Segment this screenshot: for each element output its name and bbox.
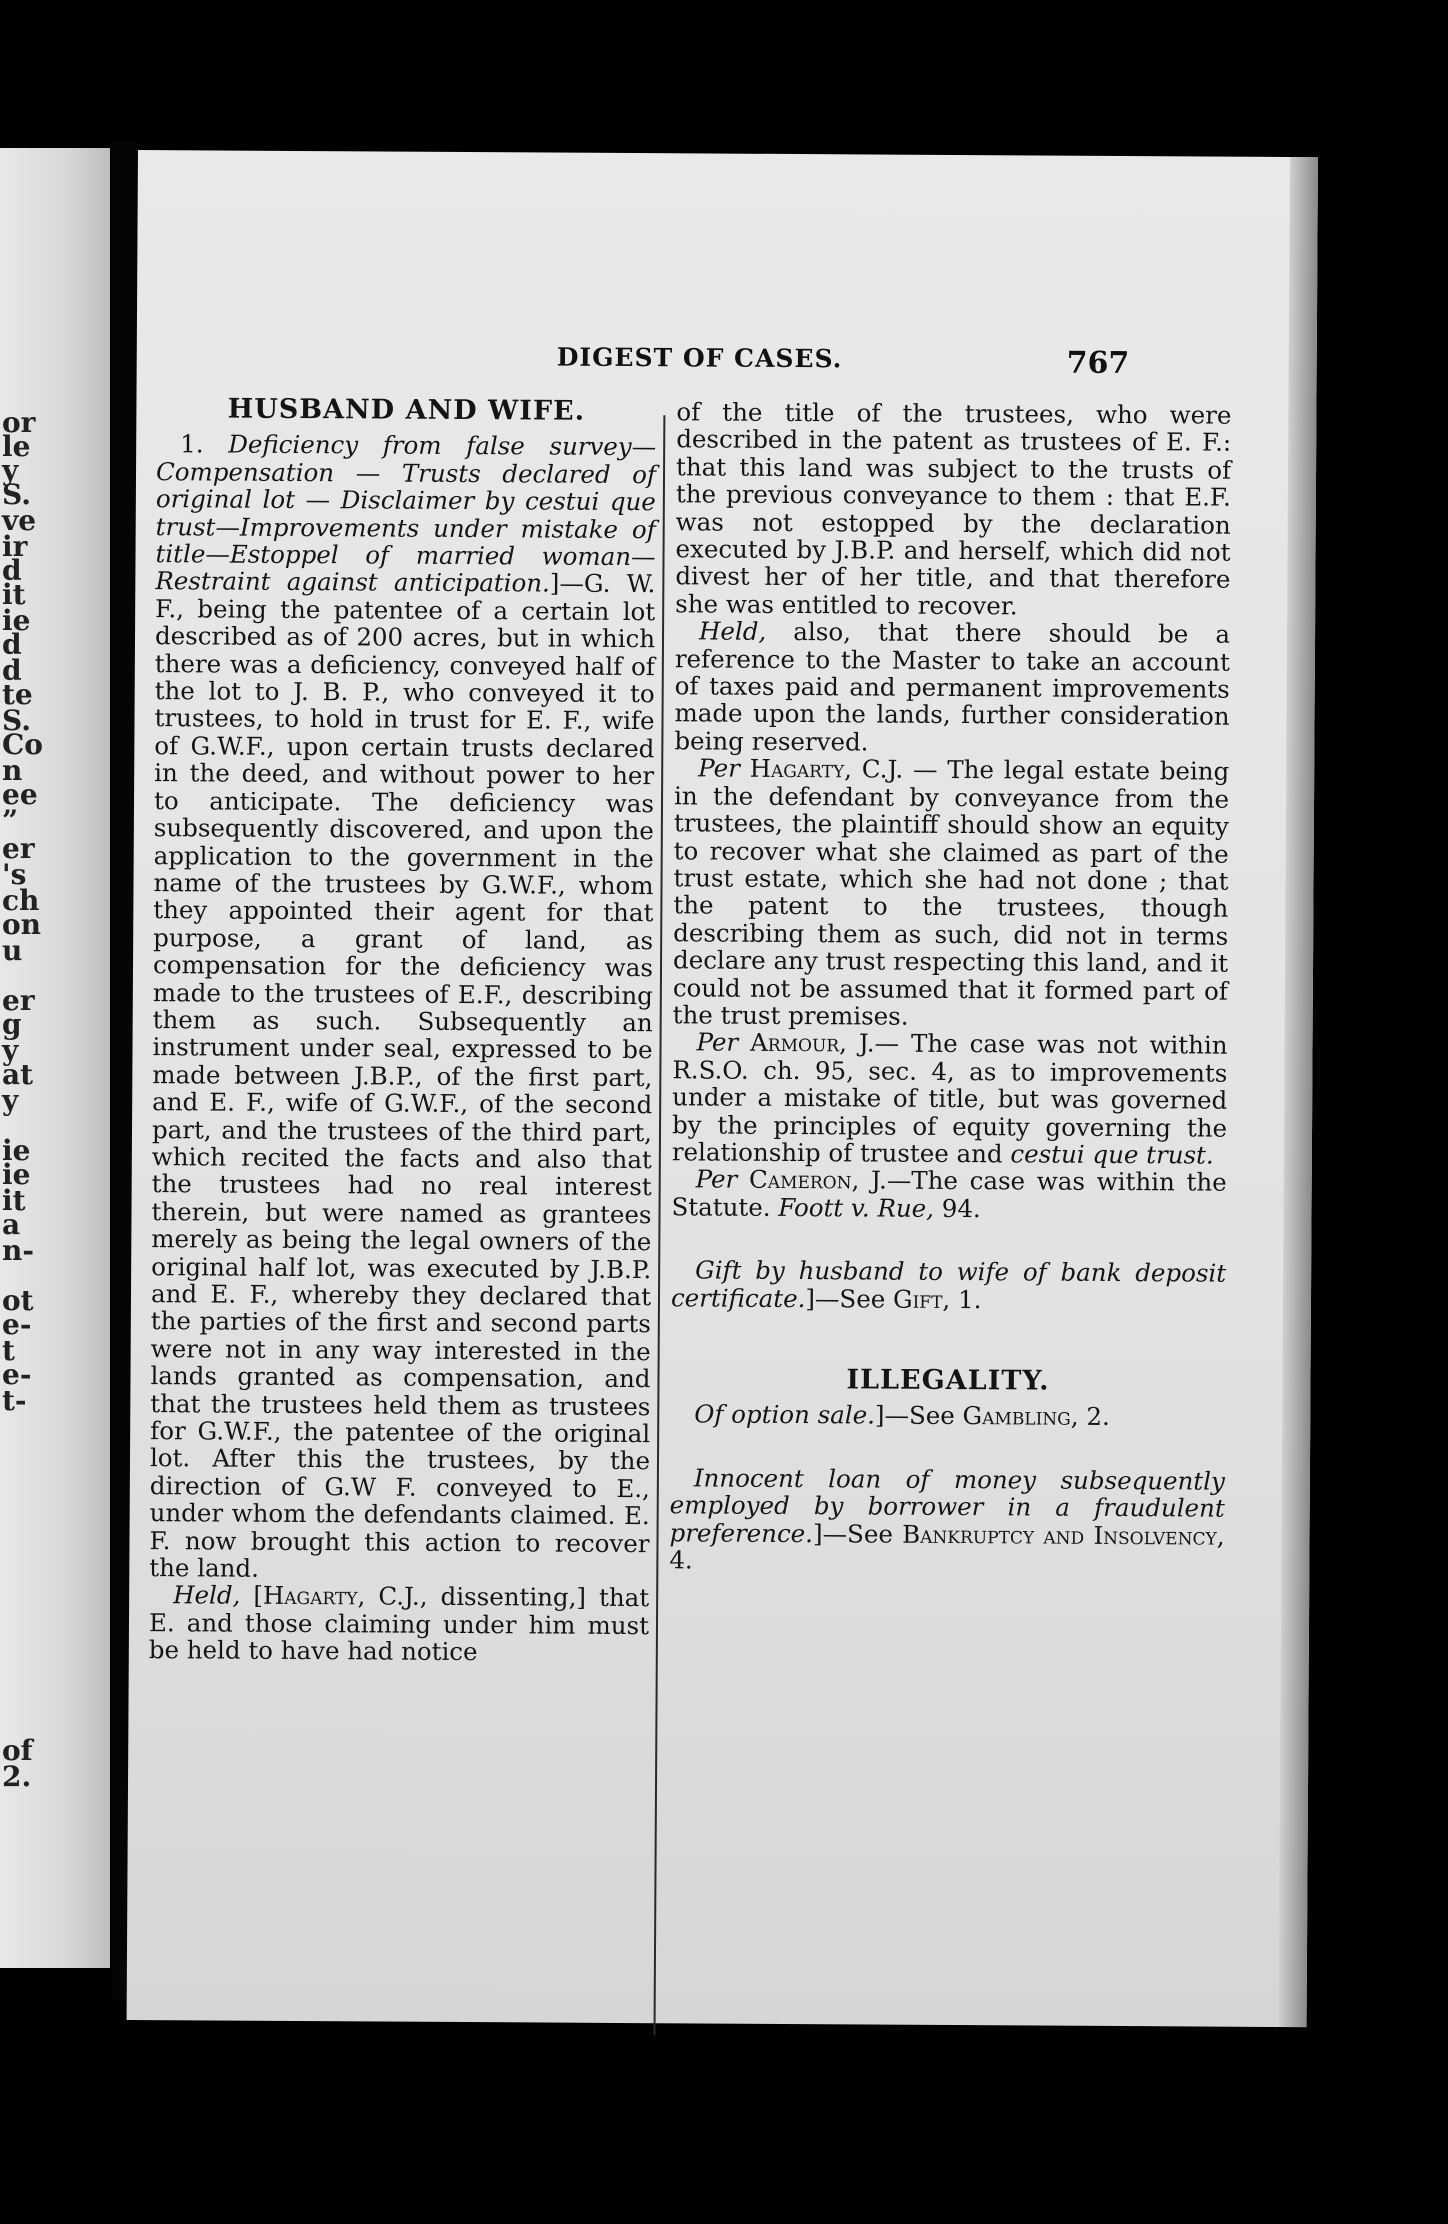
xref-catchwords: Of option sale. — [694, 1399, 876, 1430]
per-italic: cestui que trust. — [1010, 1139, 1214, 1170]
facing-page-text-fragment: at — [2, 1058, 34, 1091]
xref-target: Gambling — [962, 1401, 1071, 1432]
facing-page-text-fragment: it — [2, 1184, 26, 1217]
facing-page-text-fragment: ie — [2, 604, 31, 637]
facing-page-text-fragment: or — [2, 406, 36, 439]
facing-page-text-fragment: ie — [2, 1158, 31, 1191]
facing-page-text-fragment: ” — [2, 804, 19, 837]
held-label: Held, — [173, 1580, 241, 1611]
facing-page-text-fragment: g — [2, 1008, 22, 1041]
facing-page-text-fragment: n — [2, 754, 23, 787]
page-edge — [1279, 157, 1318, 2027]
facing-page-text-fragment: le — [2, 430, 31, 463]
xref-see: ]—See — [874, 1400, 963, 1431]
judge-name: Armour — [750, 1028, 840, 1058]
xref-number: , 4. — [669, 1521, 1225, 1575]
facing-page-text-fragment: 's — [2, 858, 27, 891]
judge-name: Cameron — [749, 1165, 852, 1195]
facing-page-text-fragment: d — [2, 654, 22, 687]
xref-see: ]—See — [812, 1518, 903, 1549]
facing-page-text-fragment: ch — [2, 884, 40, 917]
facing-page-text-fragment: er — [2, 984, 35, 1017]
held-also-paragraph — [674, 618, 1230, 758]
facing-page-text-fragment: S. — [2, 478, 31, 511]
per-armour-paragraph — [672, 1029, 1228, 1169]
xref-number: , 2. — [1070, 1402, 1110, 1432]
facing-page-text-fragment: t- — [2, 1384, 27, 1417]
gift-cross-reference — [671, 1256, 1226, 1314]
column-divider — [653, 415, 665, 2035]
facing-page-text-fragment: e- — [2, 1358, 32, 1391]
facing-page-fragment — [0, 148, 110, 1968]
entry-catchwords: Deficiency from false survey—Compensation — Trusts declared of original lot — Disclaimer by cestui que trust—Improvements under mistake of title—Estoppel of married woman—Restraint against anticipation. — [155, 429, 657, 598]
spacer — [671, 1220, 1226, 1259]
per-cameron-paragraph — [671, 1166, 1226, 1224]
facing-page-text-fragment: ee — [2, 778, 38, 811]
facing-page-text-fragment: on — [2, 908, 42, 941]
per-text: , C.J. — The legal estate being in the defendant by conveyance from the trustees, the plaintiff should show an equity to recover what she claimed as part of the trust estate, which she had not done ; that the patent to the trustees, though describing them as such, did not in terms declare any trust respecting this land, and it could not be assumed that it formed part of the trust premises. — [672, 754, 1230, 1031]
xref-target: Gift — [892, 1284, 943, 1314]
held-dissent: , C.J., dissenting,] — [357, 1581, 587, 1613]
per-label: Per — [698, 753, 740, 783]
held-also-text: also, that there should be a reference to the Master to take an account of taxes paid and permanent improvements made upon the lands, further consideration being reserved. — [674, 617, 1231, 757]
xref-catchwords: Gift by husband to wife of bank deposit certificate. — [670, 1255, 1227, 1313]
held-also-label: Held, — [698, 616, 767, 647]
right-column — [669, 398, 1231, 1577]
continuation-paragraph: of the title of the trustees, who were described in the patent as trustees of E. F.: that this land was subject to the trusts of the previous conveyance to them : that E.F. was not estopped by the declaration executed by J.B.P. and herself, which did not divest her of her title, and that therefore she was entitled to recover. — [675, 397, 1232, 621]
judge-name: Hagarty — [749, 754, 845, 784]
page-number: 767 — [1066, 345, 1130, 382]
entry-text: ]—G. W. F., being the patentee of a certain lot described as of 200 acres, but in which there was a deficiency, conveyed half of the lot to J. B. P., who conveyed it to trustees, to hold in trust for E. F., wife of G.W.F., upon certain trusts declared in the deed, and without power to her to anticipate. The deficiency was subsequently discovered, and upon the application to the government in the name of the trustees by G.W.F., whom they appointed their agent for that purpose, a grant of land, as compensation for the deficiency was made to the trustees of E.F., describing them as such. Subsequently an instrument under seal, expressed to be made between J.B.P., of the first part, and E. F., wife of G.W.F., of the second part, and the trustees of the third part, which recited the facts and also that the trustees had no real interest therein, but were named as grantees merely as being the legal owners of the original half lot, was executed by J.B.P. and E. F., whereby they declared that the parties of the first and second parts were not in any way interested in the lands granted as compensation, and that the trustees held them as trustees for G.W.F., the patentee of the original lot. After this the trustees, by the direction of G.W F. conveyed to E., under whom the defendants claimed. E. F. now brought this action to recover the land. — [149, 568, 656, 1583]
facing-page-text-fragment: n- — [2, 1234, 34, 1267]
facing-page-text-fragment: ot — [2, 1284, 34, 1317]
held-paragraph — [149, 1582, 649, 1667]
case-name: Foott v. Rue, — [778, 1192, 935, 1223]
xref-number: , 1. — [942, 1284, 982, 1314]
entry-paragraph — [149, 431, 656, 1585]
spacer — [670, 1428, 1225, 1467]
section-heading-husband-and-wife: HUSBAND AND WIFE. — [227, 393, 586, 427]
running-head — [137, 340, 1317, 387]
facing-page-text-fragment: ie — [2, 1134, 31, 1167]
facing-page-text-fragment: of — [2, 1734, 33, 1767]
xref-target: Bankruptcy and Insolvency — [902, 1519, 1217, 1551]
xref-catchwords: Innocent loan of money subsequently employed by borrower in a fraudulent preference. — [669, 1463, 1225, 1548]
running-title: DIGEST OF CASES. — [556, 342, 843, 374]
per-label: Per — [695, 1164, 738, 1195]
per-text: , J.— The case was not within R.S.O. ch. 95, sec. 4, as to improvements under a mistake of title, but was governed by the principles of equity governing the relationship of trustee and — [671, 1028, 1228, 1169]
held-bracket: [ — [240, 1581, 264, 1611]
facing-page-text-fragment: d — [2, 554, 22, 587]
entry-number: 1. — [180, 429, 204, 459]
facing-page-text-fragment: d — [2, 628, 22, 661]
facing-page-text-fragment: te — [2, 678, 33, 711]
held-text: that E. and those claiming under him must be held to have had notice — [148, 1583, 650, 1667]
facing-page-text-fragment: a — [2, 1208, 21, 1241]
facing-page-text-fragment: Co — [2, 728, 43, 761]
spacer — [671, 1311, 1226, 1368]
xref-see: ]—See — [805, 1283, 894, 1314]
facing-page-text-fragment: e- — [2, 1308, 32, 1341]
facing-page-text-fragment: y — [2, 454, 19, 487]
book-page — [127, 150, 1318, 2027]
facing-page-text-fragment: y — [2, 1034, 19, 1067]
facing-page-text-fragment: er — [2, 832, 35, 865]
held-judge: Hagarty — [262, 1581, 358, 1611]
facing-page-text-fragment: S. — [2, 704, 31, 737]
case-cite: 94. — [933, 1193, 981, 1223]
facing-page-text-fragment: it — [2, 578, 26, 611]
facing-page-text-fragment: ve — [2, 504, 37, 537]
per-label: Per — [696, 1027, 739, 1058]
per-text: , J.—The case was within the Statute. — [671, 1165, 1227, 1222]
facing-page-text-fragment: t — [2, 1334, 15, 1367]
facing-page-text-fragment: u — [2, 934, 23, 967]
section-heading-illegality: ILLEGALITY. — [846, 1364, 1050, 1397]
left-column — [149, 395, 657, 1667]
per-hagarty-paragraph — [673, 755, 1230, 1032]
facing-page-text-fragment: 2. — [2, 1760, 32, 1793]
facing-page-text-fragment: ir — [2, 530, 28, 563]
illegality-entry-option-sale — [670, 1401, 1225, 1432]
illegality-entry-innocent-loan — [669, 1464, 1225, 1577]
facing-page-text-fragment: y — [2, 1084, 19, 1117]
